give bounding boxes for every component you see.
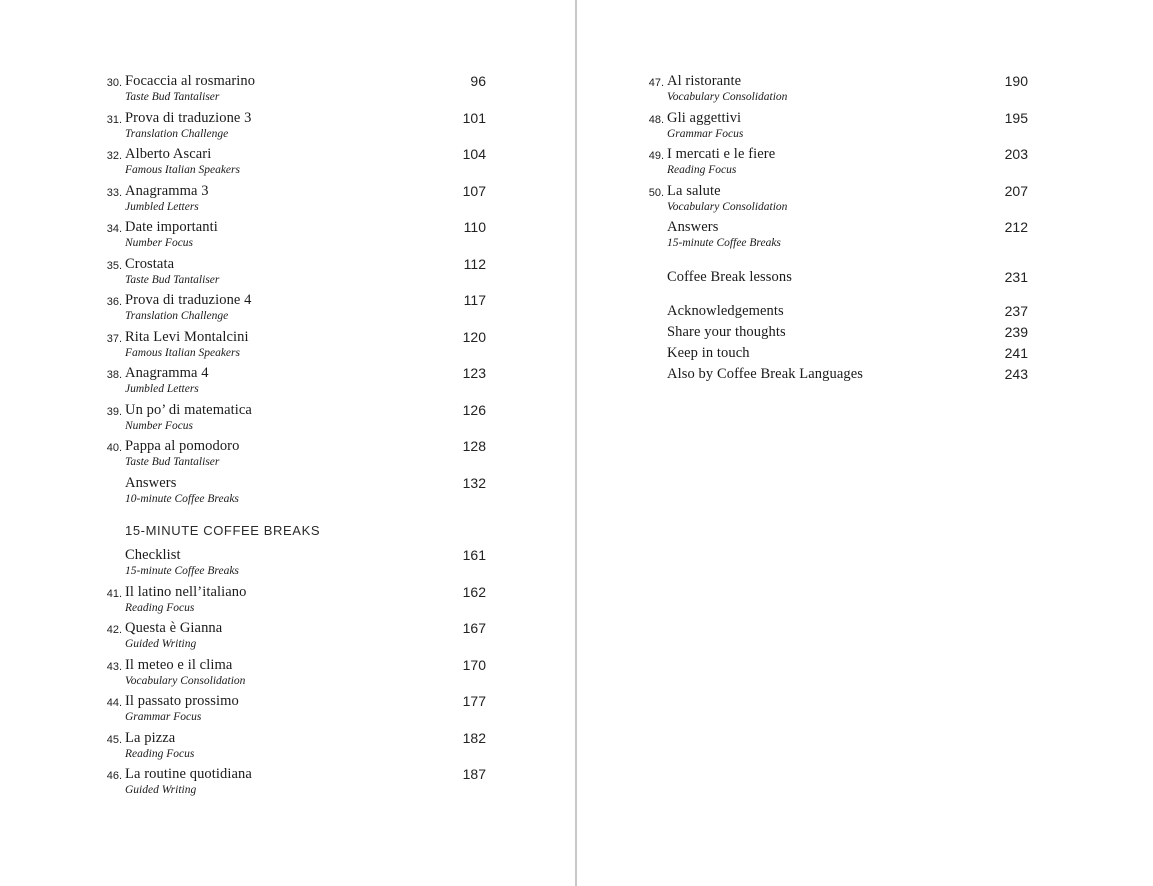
- entry-page-number: 120: [462, 328, 486, 345]
- toc-entry[interactable]: [104, 729, 486, 766]
- entry-title: Checklist: [125, 547, 181, 563]
- toc-entry[interactable]: [646, 145, 1028, 182]
- entry-page-number: 112: [463, 255, 486, 272]
- toc-entry[interactable]: [104, 437, 486, 474]
- entry-page-number: 170: [462, 656, 486, 673]
- toc-entry[interactable]: [646, 109, 1028, 146]
- entry-number: 33.: [106, 186, 122, 199]
- entry-number: 45.: [106, 733, 122, 746]
- entry-number: 43.: [106, 660, 122, 673]
- toc-entry[interactable]: [646, 302, 1028, 323]
- entry-subtitle: Jumbled Letters: [125, 383, 199, 395]
- toc-entry[interactable]: [104, 765, 486, 802]
- right-page: [578, 0, 1153, 886]
- entry-page-number: 123: [462, 365, 486, 381]
- entry-page-number: 212: [1004, 219, 1028, 235]
- page-gutter-divider: [575, 0, 577, 886]
- entry-title: Focaccia al rosmarino: [125, 73, 256, 89]
- entry-page-number: 167: [462, 620, 486, 636]
- toc-entry[interactable]: [104, 291, 486, 328]
- entry-subtitle: Famous Italian Speakers: [125, 164, 240, 176]
- entry-number: 38.: [106, 369, 122, 381]
- toc-list-left: [104, 72, 486, 802]
- entry-number: 44.: [106, 697, 122, 709]
- entry-title: Keep in touch: [667, 344, 750, 361]
- entry-title: Also by Coffee Break Languages: [667, 365, 864, 382]
- entry-subtitle: Reading Focus: [125, 601, 195, 614]
- entry-title: Date importanti: [125, 219, 218, 235]
- entry-title: Coffee Break lessons: [667, 268, 792, 285]
- entry-number: 39.: [106, 405, 122, 418]
- entry-number: 42.: [106, 624, 122, 636]
- entry-subtitle: 15-minute Coffee Breaks: [667, 237, 781, 249]
- entry-page-number: 162: [462, 583, 486, 600]
- toc-entry[interactable]: [104, 255, 486, 292]
- entry-page-number: 237: [1004, 302, 1028, 319]
- entry-title: Il meteo e il clima: [125, 656, 233, 673]
- entry-subtitle: Guided Writing: [125, 638, 197, 650]
- entry-number: 36.: [106, 296, 122, 308]
- toc-entry[interactable]: [104, 218, 486, 255]
- toc-entry[interactable]: [104, 474, 486, 511]
- entry-subtitle: Jumbled Letters: [125, 200, 199, 213]
- toc-entry[interactable]: [646, 323, 1028, 344]
- entry-title: La salute: [667, 182, 721, 199]
- entry-title: Gli aggettivi: [667, 109, 742, 126]
- toc-entry[interactable]: [104, 328, 486, 365]
- entry-title: Prova di traduzione 4: [125, 292, 252, 308]
- entry-page-number: 104: [462, 146, 486, 162]
- entry-page-number: 190: [1004, 73, 1028, 89]
- entry-page-number: 161: [462, 547, 486, 563]
- entry-title: Questa è Gianna: [125, 620, 223, 636]
- entry-subtitle: 15-minute Coffee Breaks: [125, 565, 239, 577]
- entry-page-number: 239: [1004, 323, 1028, 340]
- entry-subtitle: Vocabulary Consolidation: [667, 91, 788, 103]
- entry-page-number: 195: [1004, 109, 1028, 126]
- toc-entry[interactable]: [104, 364, 486, 401]
- toc-entry[interactable]: [104, 401, 486, 438]
- entry-subtitle: 10-minute Coffee Breaks: [125, 492, 239, 505]
- entry-page-number: 241: [1004, 344, 1028, 361]
- entry-subtitle: Famous Italian Speakers: [125, 346, 240, 359]
- entry-subtitle: Reading Focus: [667, 164, 737, 176]
- toc-entry[interactable]: [104, 145, 486, 182]
- entry-subtitle: Number Focus: [125, 419, 194, 432]
- entry-page-number: 231: [1004, 268, 1028, 285]
- entry-page-number: 187: [462, 766, 486, 782]
- entry-page-number: 207: [1004, 182, 1028, 199]
- toc-entry[interactable]: [646, 268, 1028, 289]
- entry-number: 46.: [106, 770, 122, 782]
- entry-page-number: 132: [462, 474, 486, 491]
- toc-entry[interactable]: [104, 692, 486, 729]
- entry-subtitle: Guided Writing: [125, 784, 197, 796]
- entry-number: 37.: [106, 332, 122, 345]
- entry-title: Anagramma 4: [125, 365, 209, 381]
- toc-entry[interactable]: [104, 109, 486, 146]
- entry-number: 47.: [648, 77, 664, 89]
- entry-title: Crostata: [125, 255, 175, 272]
- entry-page-number: 128: [462, 438, 486, 454]
- toc-entry[interactable]: [104, 583, 486, 620]
- entry-number: 30.: [106, 77, 122, 89]
- toc-entry[interactable]: [646, 182, 1028, 219]
- entry-page-number: 101: [462, 109, 486, 126]
- entry-page-number: 177: [462, 693, 486, 709]
- entry-subtitle: Translation Challenge: [125, 127, 229, 140]
- toc-entry[interactable]: [104, 656, 486, 693]
- entry-subtitle: Taste Bud Tantaliser: [125, 91, 220, 103]
- entry-subtitle: Taste Bud Tantaliser: [125, 273, 220, 286]
- entry-title: Rita Levi Montalcini: [125, 328, 249, 345]
- entry-subtitle: Translation Challenge: [125, 310, 229, 322]
- entry-subtitle: Grammar Focus: [125, 711, 202, 723]
- entry-page-number: 203: [1004, 146, 1028, 162]
- entry-title: Acknowledgements: [667, 302, 784, 319]
- toc-entry[interactable]: [646, 344, 1028, 365]
- entry-title: Il passato prossimo: [125, 693, 239, 709]
- entry-number: 31.: [106, 113, 122, 126]
- entry-subtitle: Grammar Focus: [667, 127, 744, 140]
- entry-title: I mercati e le fiere: [667, 146, 776, 162]
- entry-title: Il latino nell’italiano: [125, 583, 247, 600]
- entry-title: Un po’ di matematica: [125, 401, 252, 418]
- entry-title: La pizza: [125, 729, 176, 746]
- left-page: [0, 0, 576, 886]
- entry-subtitle: Number Focus: [125, 237, 194, 249]
- entry-number: 48.: [648, 113, 664, 126]
- entry-title: Pappa al pomodoro: [125, 438, 240, 454]
- entry-page-number: 243: [1004, 365, 1028, 382]
- entry-page-number: 126: [462, 401, 486, 418]
- entry-page-number: 110: [463, 219, 486, 235]
- toc-entry[interactable]: [104, 72, 486, 109]
- entry-title: Prova di traduzione 3: [125, 109, 252, 126]
- entry-number: 34.: [106, 223, 122, 235]
- toc-entry[interactable]: [104, 619, 486, 656]
- entry-number: 32.: [106, 150, 122, 162]
- entry-number: 40.: [106, 442, 122, 454]
- entry-subtitle: Reading Focus: [125, 747, 195, 760]
- entry-subtitle: Taste Bud Tantaliser: [125, 456, 220, 468]
- entry-subtitle: Vocabulary Consolidation: [667, 200, 788, 213]
- entry-title: La routine quotidiana: [125, 766, 252, 782]
- entry-title: Answers: [667, 219, 719, 235]
- section-heading: 15-MINUTE COFFEE BREAKS: [125, 523, 321, 538]
- toc-entry[interactable]: [646, 72, 1028, 109]
- entry-number: 50.: [648, 186, 664, 199]
- toc-entry[interactable]: [646, 365, 1028, 386]
- entry-title: Anagramma 3: [125, 182, 209, 199]
- entry-page-number: 96: [470, 73, 486, 89]
- entry-page-number: 117: [463, 292, 486, 308]
- toc-entry[interactable]: [104, 182, 486, 219]
- entry-title: Alberto Ascari: [125, 146, 212, 162]
- entry-number: 41.: [106, 587, 122, 600]
- entry-title: Al ristorante: [667, 73, 742, 89]
- toc-entry[interactable]: [646, 218, 1028, 255]
- entry-number: 49.: [648, 150, 664, 162]
- entry-subtitle: Vocabulary Consolidation: [125, 674, 246, 687]
- toc-entry[interactable]: [104, 546, 486, 583]
- entry-title: Share your thoughts: [667, 323, 786, 340]
- entry-number: 35.: [106, 259, 122, 272]
- entry-page-number: 182: [462, 729, 486, 746]
- entry-title: Answers: [125, 474, 177, 491]
- entry-page-number: 107: [462, 182, 486, 199]
- toc-list-right: [646, 72, 1028, 386]
